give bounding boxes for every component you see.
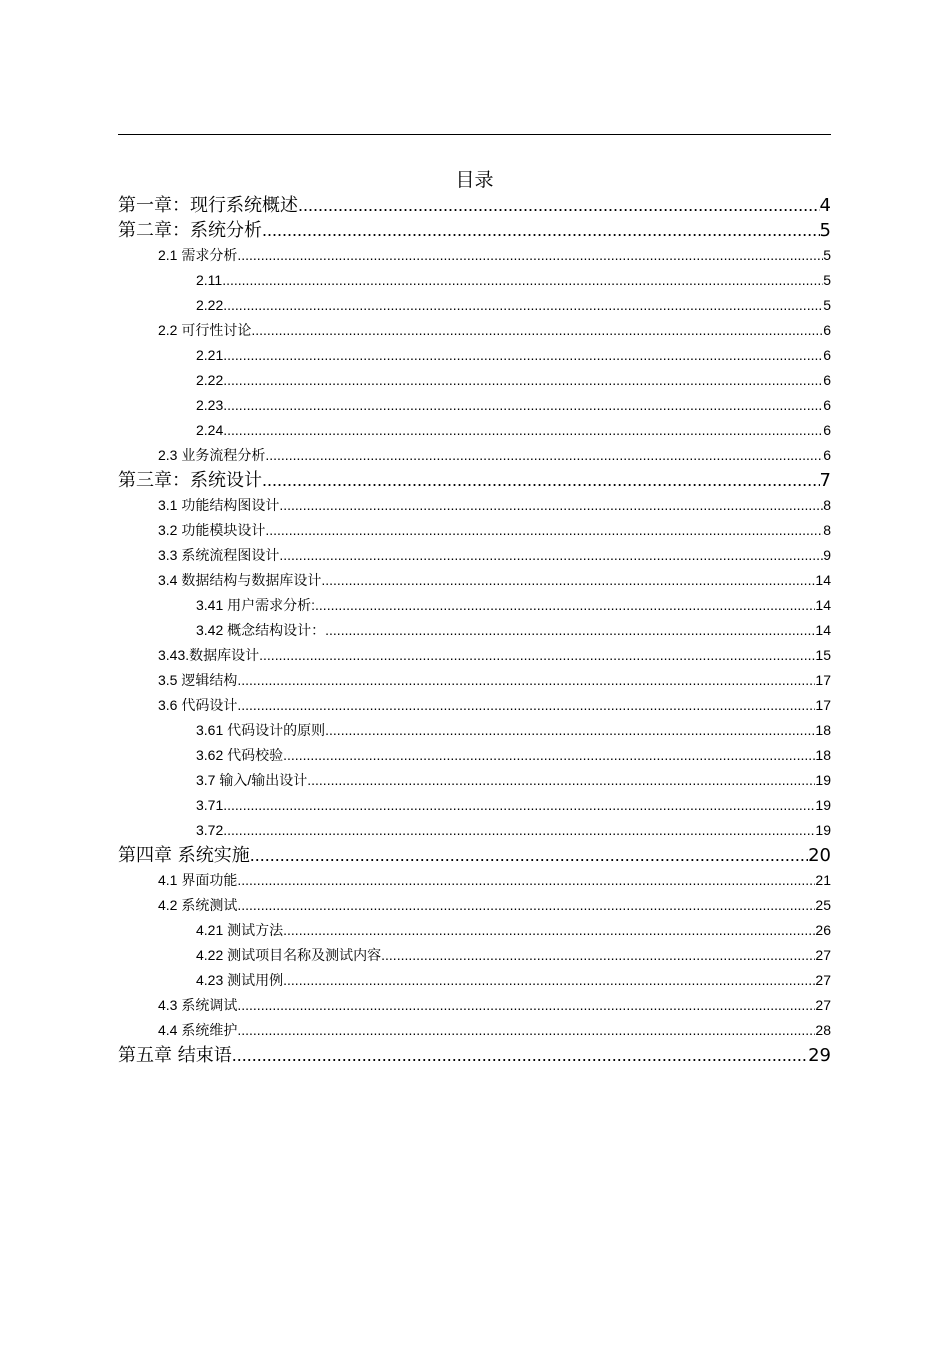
toc-dot-leader — [223, 793, 815, 818]
toc-entry[interactable] — [118, 693, 831, 718]
toc-entry-label: 4.4 系统维护 — [158, 1022, 238, 1038]
toc-dot-leader — [381, 943, 815, 968]
toc-dot-leader — [307, 768, 815, 793]
header-rule — [118, 134, 831, 135]
toc-entry[interactable] — [118, 368, 831, 393]
toc-entry-label: 2.24 — [196, 422, 224, 438]
toc-entry-label: 3.71 — [196, 797, 224, 813]
toc-entry[interactable] — [118, 318, 831, 343]
toc-entry-label: 4.21 测试方法 — [196, 922, 284, 938]
toc-entry-page-number: 6 — [823, 397, 831, 413]
toc-entry-label: 3.5 逻辑结构 — [158, 672, 238, 688]
toc-dot-leader — [237, 993, 815, 1018]
toc-entry[interactable] — [118, 843, 831, 868]
toc-entry-page-number: 18 — [815, 722, 831, 738]
toc-entry-page-number: 8 — [823, 497, 831, 513]
toc-dot-leader — [237, 868, 815, 893]
toc-entry[interactable] — [118, 493, 831, 518]
toc-entry-page-number: 5 — [823, 297, 831, 313]
toc-entry[interactable] — [118, 568, 831, 593]
toc-dot-leader — [298, 193, 820, 218]
toc-dot-leader — [223, 293, 823, 318]
toc-entry-label: 3.7 输入/输出设计 — [196, 772, 308, 788]
toc-dot-leader — [237, 693, 815, 718]
toc-entry[interactable] — [118, 468, 831, 493]
toc-dot-leader — [237, 1018, 815, 1043]
toc-entry-page-number: 14 — [815, 572, 831, 588]
toc-entry-page-number: 14 — [815, 622, 831, 638]
toc-entry-label: 4.1 界面功能 — [158, 872, 238, 888]
toc-entry-label: 2.21 — [196, 347, 224, 363]
toc-dot-leader — [237, 668, 815, 693]
toc-entry-page-number: 8 — [823, 522, 831, 538]
toc-dot-leader — [321, 568, 815, 593]
toc-entry-label: 4.2 系统测试 — [158, 897, 238, 913]
toc-entry-label: 3.41 用户需求分析: — [196, 597, 316, 613]
toc-entry-page-number: 6 — [823, 372, 831, 388]
toc-entry-label: 2.23 — [196, 397, 224, 413]
toc-entry-label: 3.62 代码校验 — [196, 747, 284, 763]
toc-entry-page-number: 27 — [815, 947, 831, 963]
toc-dot-leader — [223, 368, 823, 393]
toc-entry-page-number: 5 — [823, 247, 831, 263]
toc-entry-label: 2.11 — [196, 272, 223, 288]
toc-dot-leader — [262, 218, 820, 243]
toc-dot-leader — [283, 743, 815, 768]
toc-entry-label: 3.72 — [196, 822, 224, 838]
toc-entry[interactable] — [118, 1043, 831, 1068]
toc-dot-leader — [262, 468, 820, 493]
toc-dot-leader — [265, 443, 823, 468]
toc-entry-label: 3.1 功能结构图设计 — [158, 497, 280, 513]
toc-dot-leader — [279, 543, 823, 568]
toc-dot-leader — [259, 643, 815, 668]
toc-dot-leader — [325, 618, 815, 643]
toc-entry[interactable] — [118, 268, 831, 293]
toc-entry[interactable] — [118, 743, 831, 768]
toc-entry-page-number: 5 — [823, 272, 831, 288]
toc-dot-leader — [232, 1043, 808, 1068]
toc-entry-label: 2.1 需求分析 — [158, 247, 238, 263]
toc-entry-page-number: 26 — [815, 922, 831, 938]
toc-entry[interactable] — [118, 618, 831, 643]
toc-entry[interactable] — [118, 993, 831, 1018]
toc-entry[interactable] — [118, 818, 831, 843]
toc-entry[interactable] — [118, 943, 831, 968]
toc-entry-label: 第三章：系统设计 — [118, 470, 262, 491]
toc-dot-leader — [325, 718, 815, 743]
toc-entry-page-number: 7 — [819, 470, 831, 491]
toc-entry[interactable] — [118, 968, 831, 993]
toc-entry[interactable] — [118, 393, 831, 418]
toc-title: 目录 — [455, 169, 494, 191]
toc-entry[interactable] — [118, 193, 831, 218]
toc-entry-page-number: 27 — [815, 997, 831, 1013]
toc-entry[interactable] — [118, 343, 831, 368]
toc-entry-label: 3.3 系统流程图设计 — [158, 547, 280, 563]
toc-entry-page-number: 18 — [815, 747, 831, 763]
toc-entry-page-number: 29 — [808, 1045, 831, 1066]
toc-entry-label: 2.2 可行性讨论 — [158, 322, 252, 338]
toc-entry-page-number: 19 — [815, 797, 831, 813]
toc-entry[interactable] — [118, 718, 831, 743]
toc-entry-label: 第二章：系统分析 — [118, 220, 262, 241]
toc-entry-label: 2.22 — [196, 297, 224, 313]
toc-entry[interactable] — [118, 893, 831, 918]
toc-entry-page-number: 27 — [815, 972, 831, 988]
toc-entry[interactable] — [118, 543, 831, 568]
toc-entry-page-number: 17 — [815, 672, 831, 688]
toc-entry[interactable] — [118, 768, 831, 793]
toc-entry-label: 第四章 系统实施 — [118, 845, 250, 866]
toc-dot-leader — [223, 418, 823, 443]
toc-entry-page-number: 15 — [815, 647, 831, 663]
toc-entry-page-number: 6 — [823, 347, 831, 363]
toc-dot-leader — [222, 268, 823, 293]
toc-entry-label: 3.6 代码设计 — [158, 697, 238, 713]
toc-entry-label: 第五章 结束语 — [118, 1045, 232, 1066]
toc-entry-label: 3.43.数据库设计 — [158, 647, 260, 663]
toc-dot-leader — [279, 493, 823, 518]
toc-dot-leader — [265, 518, 823, 543]
toc-entry-label: 4.23 测试用例 — [196, 972, 284, 988]
toc-entry[interactable] — [118, 443, 831, 468]
toc-entry-label: 3.42 概念结构设计： — [196, 622, 326, 638]
toc-entry-label: 2.3 业务流程分析 — [158, 447, 266, 463]
toc-entry[interactable] — [118, 1018, 831, 1043]
toc-entry[interactable] — [118, 243, 831, 268]
toc-entry-page-number: 14 — [815, 597, 831, 613]
toc-entry-page-number: 6 — [823, 447, 831, 463]
toc-dot-leader — [250, 843, 808, 868]
toc-entry[interactable] — [118, 218, 831, 243]
toc-dot-leader — [223, 818, 815, 843]
toc-entry-label: 3.4 数据结构与数据库设计 — [158, 572, 322, 588]
toc-entry[interactable] — [118, 643, 831, 668]
toc-entry-page-number: 20 — [808, 845, 831, 866]
toc-entry[interactable] — [118, 518, 831, 543]
toc-entry[interactable] — [118, 868, 831, 893]
toc-entry-page-number: 6 — [823, 322, 831, 338]
toc-dot-leader — [237, 893, 815, 918]
toc-dot-leader — [315, 593, 815, 618]
toc-entry-label: 3.61 代码设计的原则 — [196, 722, 326, 738]
toc-entry-page-number: 17 — [815, 697, 831, 713]
toc-entry-page-number: 21 — [815, 872, 831, 888]
toc-entry-page-number: 9 — [823, 547, 831, 563]
toc-dot-leader — [223, 343, 823, 368]
toc-entry[interactable] — [118, 918, 831, 943]
toc-entry-page-number: 19 — [815, 772, 831, 788]
toc-entry[interactable] — [118, 593, 831, 618]
toc-entry-page-number: 5 — [819, 220, 831, 241]
toc-dot-leader — [237, 243, 823, 268]
toc-entry[interactable] — [118, 793, 831, 818]
toc-entry[interactable] — [118, 418, 831, 443]
toc-dot-leader — [223, 393, 823, 418]
toc-entry-page-number: 28 — [815, 1022, 831, 1038]
toc-entry[interactable] — [118, 293, 831, 318]
toc-entry-label: 4.3 系统调试 — [158, 997, 238, 1013]
toc-entry-page-number: 19 — [815, 822, 831, 838]
toc-entry[interactable] — [118, 668, 831, 693]
toc-dot-leader — [283, 918, 815, 943]
toc-entry-page-number: 4 — [819, 195, 831, 216]
toc-entry-label: 2.22 — [196, 372, 224, 388]
toc-entry-page-number: 25 — [815, 897, 831, 913]
table-of-contents — [118, 193, 831, 1068]
toc-entry-label: 3.2 功能模块设计 — [158, 522, 266, 538]
toc-entry-label: 4.22 测试项目名称及测试内容 — [196, 947, 382, 963]
toc-dot-leader — [251, 318, 823, 343]
toc-entry-label: 第一章：现行系统概述 — [118, 195, 298, 216]
toc-entry-page-number: 6 — [823, 422, 831, 438]
toc-dot-leader — [283, 968, 815, 993]
